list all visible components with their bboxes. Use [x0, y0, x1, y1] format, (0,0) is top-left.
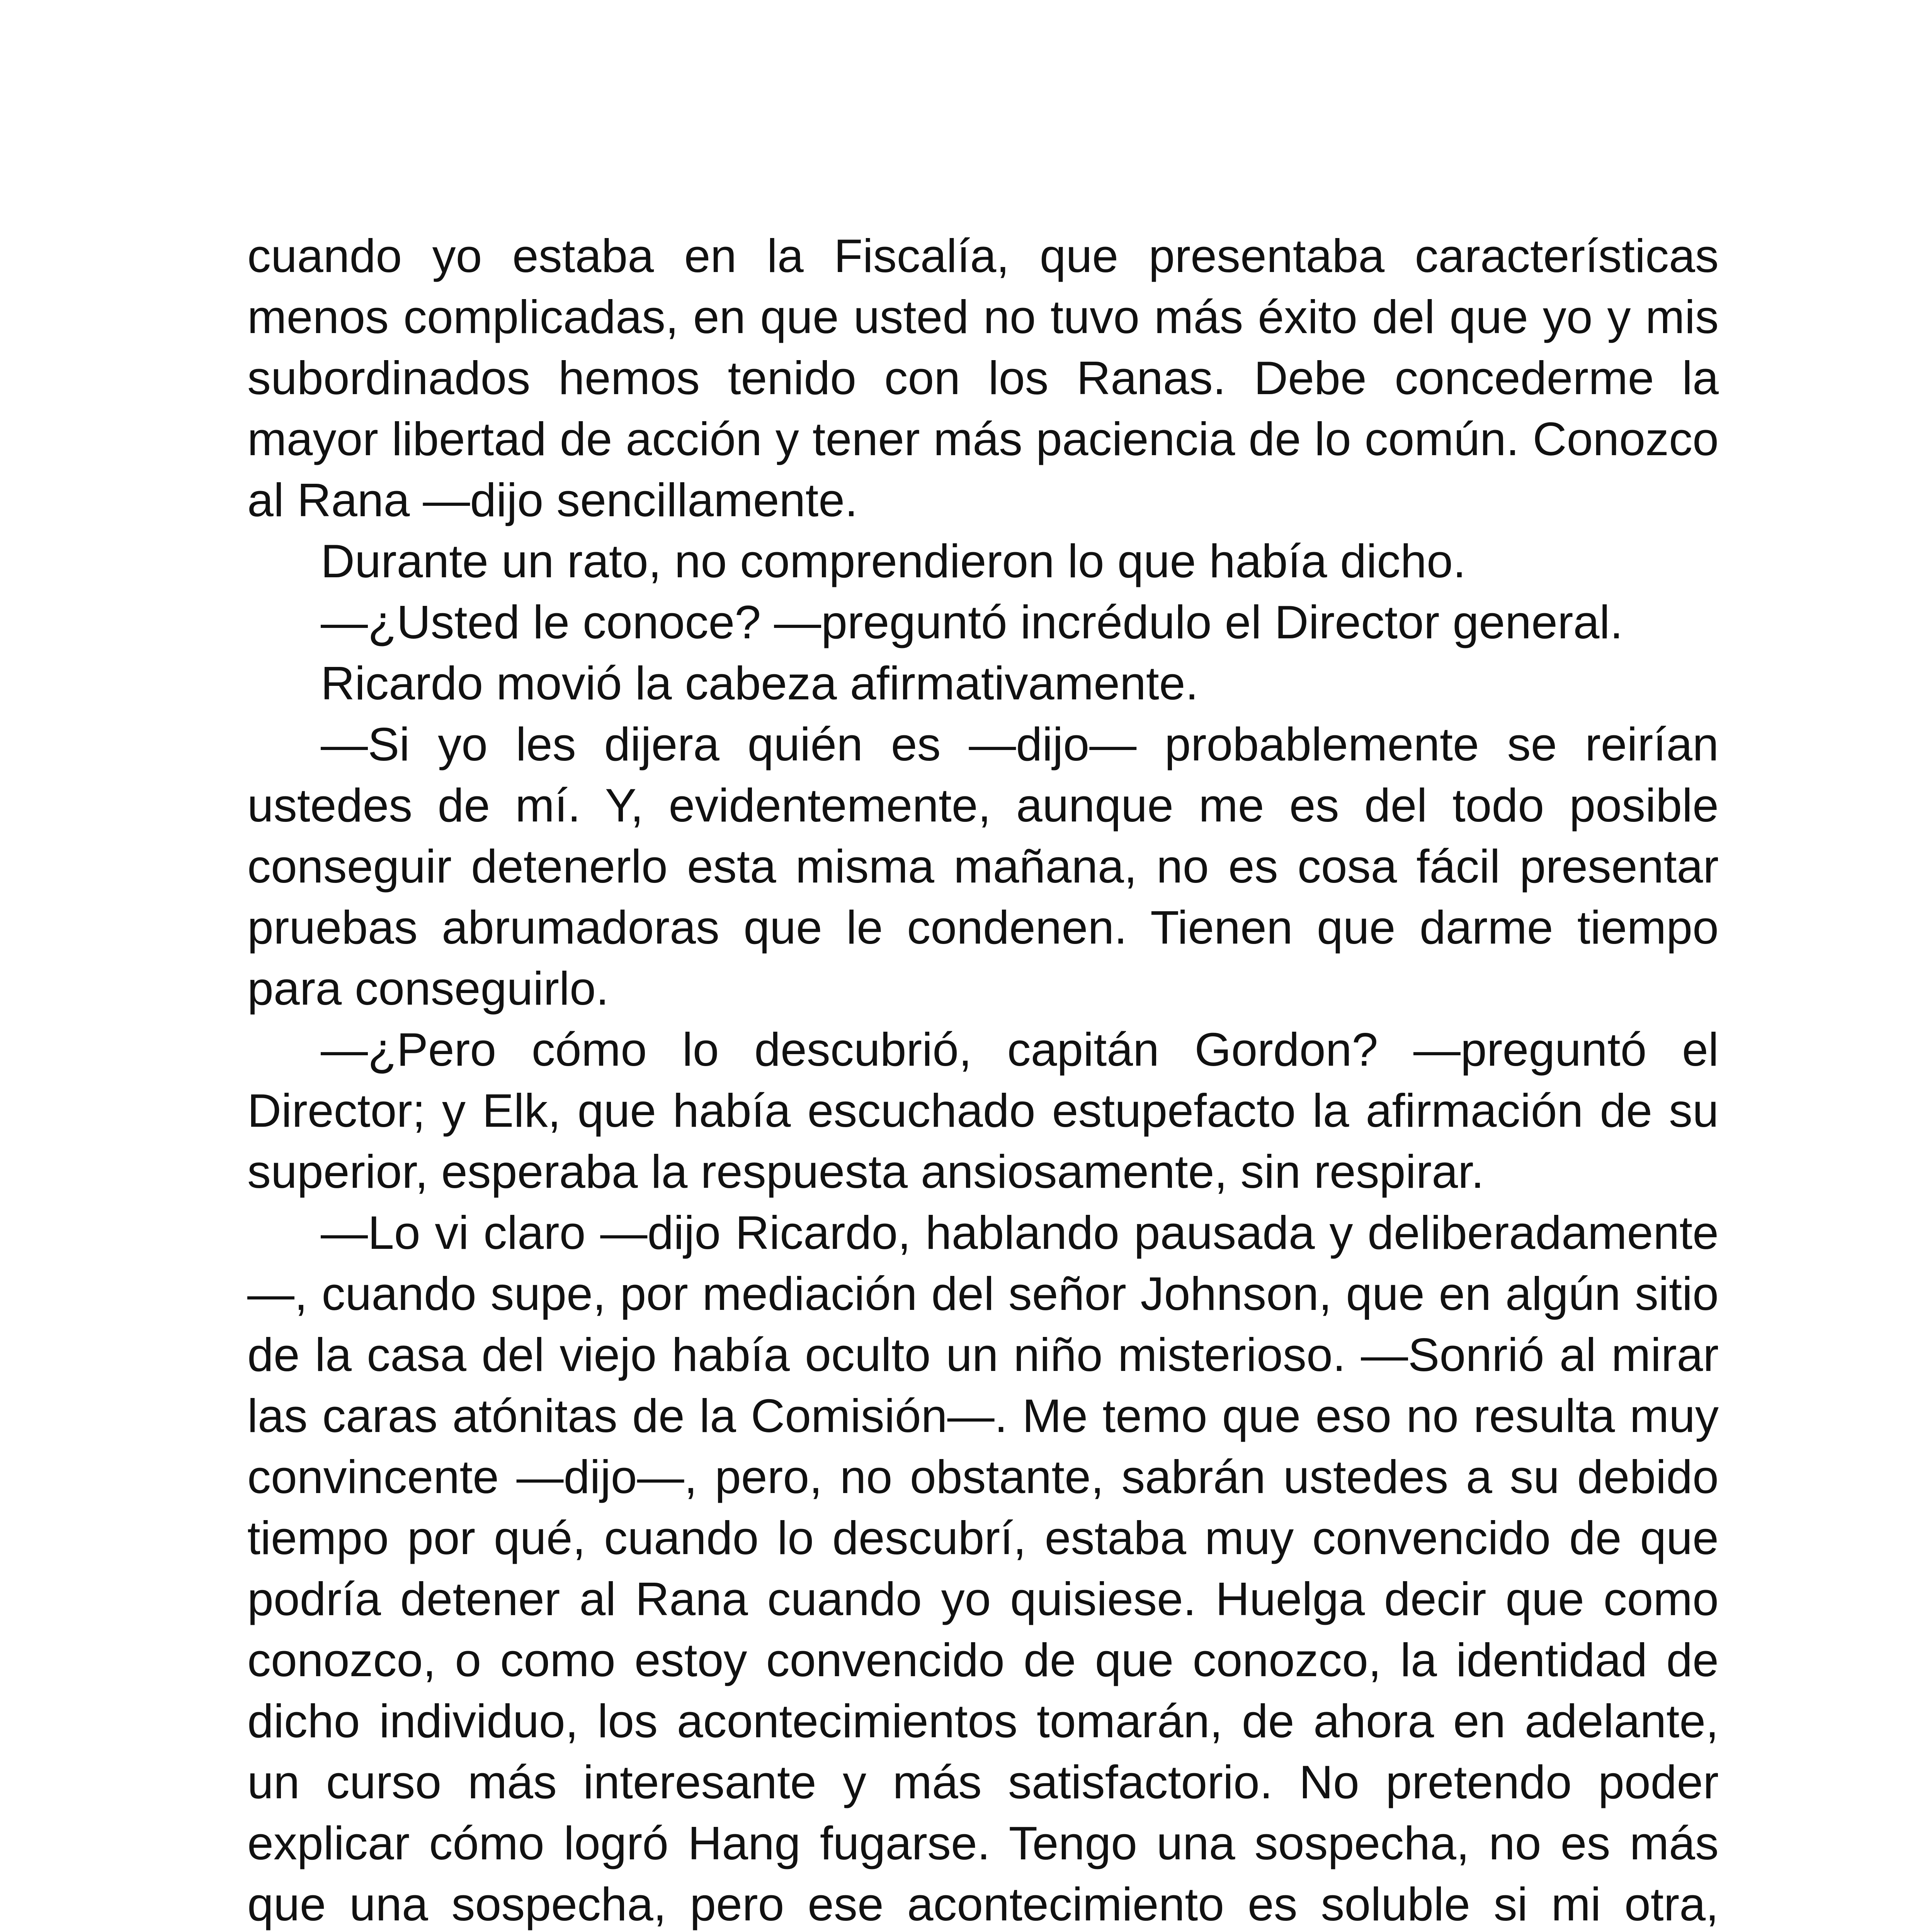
paragraph: —¿Pero cómo lo descubrió, capitán Gordon? —preguntó el Director; y Elk, que había escuchado estupefacto la afirmación de su superior, esperaba la respuesta ansiosamente, sin respirar.: [247, 1023, 1719, 1198]
paragraph: —Si yo les dijera quién es —dijo— probablemente se reirían ustedes de mí. Y, evidentemente, aunque me es del todo posible conseguir detenerlo esta misma mañana, no es cosa fácil presentar pruebas abrumadoras que le condenen. Tienen que darme tiempo para conseguirlo.: [247, 718, 1719, 1015]
paragraph: —Lo vi claro —dijo Ricardo, hablando pausada y deliberadamente —, cuando supe, por mediación del señor Johnson, que en algún sitio de la casa del viejo había oculto un niño misterioso. —Sonrió al mirar las caras atónitas de la Comisión—. Me temo que eso no resulta muy convincente —dijo—, pero, no obstante, sabrán ustedes a su debido tiempo por qué, cuando lo descubrí, estaba muy convencido de que podría detener al Rana cuando yo quisiese. Huelga decir que como conozco, o como estoy convencido de que conozco, la identidad de dicho individuo, los acontecimientos tomarán, de ahora en adelante, un curso más interesante y más satisfactorio. No pretendo poder explicar cómo logró Hang fugarse. Tengo una sospecha, no es más que una sospecha, pero ese acontecimiento es soluble si mi otra,: [247, 1206, 1719, 1930]
paragraph: Ricardo movió la cabeza afirmativamente.: [321, 657, 1199, 709]
paragraph: Durante un rato, no comprendieron lo que había dicho.: [321, 535, 1466, 587]
paragraph: cuando yo estaba en la Fiscalía, que presentaba características menos complicadas, en que usted no tuvo más éxito del que yo y mis subordinados hemos tenido con los Ranas. Debe concederme la mayor libertad de acción y tener más paciencia de lo común. Conozco al Rana —dijo sencillamente.: [247, 230, 1719, 526]
text-body: [247, 225, 1719, 1932]
paragraph: —¿Usted le conoce? —preguntó incrédulo el Director general.: [321, 596, 1623, 648]
